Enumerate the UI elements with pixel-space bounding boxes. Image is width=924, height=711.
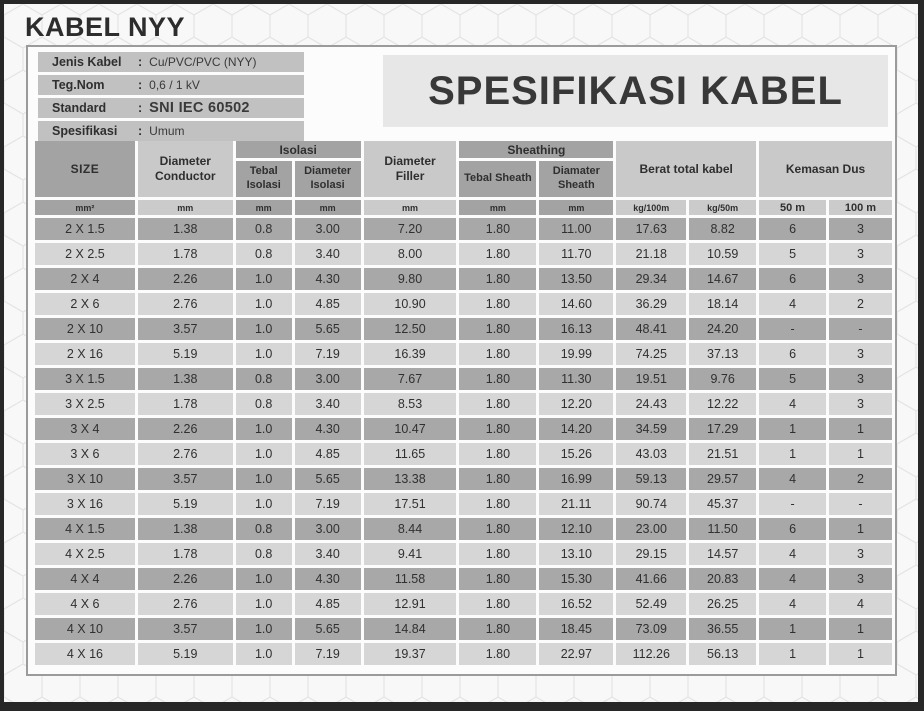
data-cell: 9.80	[364, 268, 457, 290]
data-cell: 14.84	[364, 618, 457, 640]
data-cell: 3 X 2.5	[35, 393, 135, 415]
data-cell: 17.63	[616, 218, 686, 240]
data-cell: 4	[759, 543, 826, 565]
data-cell: 5.19	[138, 343, 233, 365]
data-cell: 17.51	[364, 493, 457, 515]
data-cell: 1.0	[236, 568, 292, 590]
data-cell: 29.34	[616, 268, 686, 290]
data-cell: 2.26	[138, 568, 233, 590]
specification-table	[32, 138, 895, 668]
data-cell: 2.26	[138, 268, 233, 290]
data-cell: 12.91	[364, 593, 457, 615]
data-cell: -	[759, 318, 826, 340]
data-cell: 7.67	[364, 368, 457, 390]
data-cell: 23.00	[616, 518, 686, 540]
data-cell: 16.13	[539, 318, 613, 340]
data-cell: 4 X 2.5	[35, 543, 135, 565]
table-row	[35, 543, 892, 565]
table-row	[35, 618, 892, 640]
unit-cell: mm	[138, 200, 233, 215]
data-cell: 73.09	[616, 618, 686, 640]
data-cell: 19.37	[364, 643, 457, 665]
data-cell: 1.80	[459, 293, 536, 315]
table-row	[35, 218, 892, 240]
data-cell: 21.51	[689, 443, 756, 465]
info-row-standard	[38, 98, 304, 118]
data-cell: 1	[759, 643, 826, 665]
data-cell: 11.00	[539, 218, 613, 240]
header-group-row	[35, 141, 892, 158]
info-value: Cu/PVC/PVC (NYY)	[149, 55, 257, 69]
data-cell: 1.0	[236, 443, 292, 465]
data-cell: 1.38	[138, 218, 233, 240]
data-cell: 59.13	[616, 468, 686, 490]
data-cell: 43.03	[616, 443, 686, 465]
data-cell: 18.45	[539, 618, 613, 640]
data-cell: -	[829, 493, 892, 515]
table-row	[35, 518, 892, 540]
data-cell: 9.41	[364, 543, 457, 565]
table-row	[35, 568, 892, 590]
page-title: KABEL NYY	[25, 12, 186, 42]
data-cell: 1.80	[459, 543, 536, 565]
data-cell: 2.76	[138, 443, 233, 465]
data-cell: 48.41	[616, 318, 686, 340]
unit-cell: mm²	[35, 200, 135, 215]
data-cell: 16.39	[364, 343, 457, 365]
data-cell: 1.80	[459, 268, 536, 290]
header-diamater-sheath: Diamater Sheath	[539, 161, 613, 197]
data-cell: 16.52	[539, 593, 613, 615]
data-cell: 14.60	[539, 293, 613, 315]
spec-title: SPESIFIKASI KABEL	[428, 68, 843, 113]
data-cell: 6	[759, 268, 826, 290]
data-cell: 1.0	[236, 618, 292, 640]
data-cell: 1.38	[138, 368, 233, 390]
data-cell: 8.82	[689, 218, 756, 240]
data-cell: 13.50	[539, 268, 613, 290]
data-cell: 1.78	[138, 243, 233, 265]
data-cell: 4.30	[295, 418, 361, 440]
info-label: Spesifikasi	[52, 124, 118, 138]
data-cell: 8.00	[364, 243, 457, 265]
table-row	[35, 643, 892, 665]
data-cell: 0.8	[236, 393, 292, 415]
data-cell: 1.0	[236, 643, 292, 665]
data-cell: 3.57	[138, 468, 233, 490]
info-value: Umum	[149, 124, 185, 138]
data-cell: 12.20	[539, 393, 613, 415]
table-row	[35, 468, 892, 490]
data-cell: 14.20	[539, 418, 613, 440]
data-cell: 2 X 10	[35, 318, 135, 340]
header-tebal-isolasi: Tebal Isolasi	[236, 161, 292, 197]
data-cell: 6	[759, 518, 826, 540]
data-cell: 11.65	[364, 443, 457, 465]
data-cell: 3	[829, 568, 892, 590]
table-row	[35, 493, 892, 515]
data-cell: 2	[829, 293, 892, 315]
data-cell: 12.22	[689, 393, 756, 415]
data-cell: 3 X 16	[35, 493, 135, 515]
data-cell: 1.80	[459, 593, 536, 615]
data-cell: 2.76	[138, 593, 233, 615]
sheet-inner	[4, 4, 918, 702]
data-cell: 4	[759, 468, 826, 490]
data-cell: 15.26	[539, 443, 613, 465]
data-cell: 1.80	[459, 443, 536, 465]
data-cell: 52.49	[616, 593, 686, 615]
data-cell: 4 X 10	[35, 618, 135, 640]
data-cell: 0.8	[236, 218, 292, 240]
data-cell: 4.85	[295, 293, 361, 315]
data-cell: 3.57	[138, 618, 233, 640]
data-cell: 3	[829, 243, 892, 265]
data-cell: 22.97	[539, 643, 613, 665]
data-cell: -	[829, 318, 892, 340]
table-row	[35, 368, 892, 390]
data-cell: 1	[829, 418, 892, 440]
data-cell: 1	[829, 518, 892, 540]
info-label: Teg.Nom	[52, 78, 105, 92]
data-cell: 13.10	[539, 543, 613, 565]
data-cell: 5.65	[295, 618, 361, 640]
table-row	[35, 393, 892, 415]
unit-cell: mm	[539, 200, 613, 215]
header-diameter-filler: Diameter Filler	[364, 141, 457, 197]
data-cell: 2.76	[138, 293, 233, 315]
data-cell: 4.85	[295, 443, 361, 465]
data-cell: 4	[759, 593, 826, 615]
data-cell: 1.0	[236, 418, 292, 440]
table-row	[35, 343, 892, 365]
data-cell: 1	[759, 418, 826, 440]
data-cell: 7.19	[295, 343, 361, 365]
data-cell: 3	[829, 343, 892, 365]
data-cell: 1.80	[459, 343, 536, 365]
data-cell: 3 X 6	[35, 443, 135, 465]
data-cell: 29.15	[616, 543, 686, 565]
data-cell: 5	[759, 243, 826, 265]
data-cell: 1.80	[459, 368, 536, 390]
data-cell: 3.00	[295, 518, 361, 540]
data-cell: 5.65	[295, 318, 361, 340]
data-cell: 3.40	[295, 243, 361, 265]
table-row	[35, 243, 892, 265]
data-cell: 112.26	[616, 643, 686, 665]
data-cell: 1.80	[459, 393, 536, 415]
table-row	[35, 268, 892, 290]
header-kemasan-dus: Kemasan Dus	[759, 141, 892, 197]
data-cell: 3.40	[295, 393, 361, 415]
data-cell: 12.10	[539, 518, 613, 540]
unit-cell: mm	[236, 200, 292, 215]
data-cell: 14.57	[689, 543, 756, 565]
data-cell: 10.47	[364, 418, 457, 440]
info-row-teg-nom	[38, 75, 304, 95]
data-cell: 2.26	[138, 418, 233, 440]
data-cell: 3.40	[295, 543, 361, 565]
spec-panel	[26, 45, 897, 676]
info-value: SNI IEC 60502	[149, 100, 250, 116]
data-cell: 3	[829, 218, 892, 240]
info-label: Jenis Kabel	[52, 55, 122, 69]
data-cell: 3.00	[295, 218, 361, 240]
data-cell: 56.13	[689, 643, 756, 665]
data-cell: 6	[759, 218, 826, 240]
data-cell: 4	[759, 293, 826, 315]
data-cell: 3	[829, 368, 892, 390]
data-cell: 1	[829, 643, 892, 665]
unit-cell: mm	[295, 200, 361, 215]
table-row	[35, 593, 892, 615]
unit-cell: 100 m	[829, 200, 892, 215]
data-cell: 1.80	[459, 518, 536, 540]
data-cell: 17.29	[689, 418, 756, 440]
header-diameter-conductor: Diameter Conductor	[138, 141, 233, 197]
data-cell: 12.50	[364, 318, 457, 340]
data-cell: 1.0	[236, 493, 292, 515]
data-cell: 3 X 10	[35, 468, 135, 490]
data-cell: 5	[759, 368, 826, 390]
data-cell: 1.0	[236, 293, 292, 315]
info-separator: :	[138, 78, 143, 92]
data-cell: -	[759, 493, 826, 515]
info-value: 0,6 / 1 kV	[149, 78, 200, 92]
data-cell: 8.53	[364, 393, 457, 415]
data-cell: 3 X 4	[35, 418, 135, 440]
data-cell: 4 X 1.5	[35, 518, 135, 540]
data-cell: 1.80	[459, 568, 536, 590]
data-cell: 26.25	[689, 593, 756, 615]
data-cell: 6	[759, 343, 826, 365]
data-cell: 7.20	[364, 218, 457, 240]
data-cell: 1.80	[459, 243, 536, 265]
data-cell: 24.43	[616, 393, 686, 415]
data-cell: 19.99	[539, 343, 613, 365]
data-cell: 1.0	[236, 593, 292, 615]
data-cell: 3.00	[295, 368, 361, 390]
data-cell: 2	[829, 468, 892, 490]
data-cell: 11.70	[539, 243, 613, 265]
data-cell: 8.44	[364, 518, 457, 540]
table-row	[35, 293, 892, 315]
data-cell: 11.58	[364, 568, 457, 590]
data-cell: 9.76	[689, 368, 756, 390]
data-cell: 37.13	[689, 343, 756, 365]
data-cell: 1.38	[138, 518, 233, 540]
unit-cell: mm	[364, 200, 457, 215]
data-cell: 18.14	[689, 293, 756, 315]
data-cell: 4	[759, 568, 826, 590]
data-cell: 29.57	[689, 468, 756, 490]
table-header	[35, 141, 892, 215]
data-cell: 2 X 6	[35, 293, 135, 315]
info-separator: :	[138, 101, 143, 115]
data-cell: 5.65	[295, 468, 361, 490]
data-cell: 2 X 16	[35, 343, 135, 365]
data-cell: 4	[759, 393, 826, 415]
info-box	[38, 52, 304, 144]
data-cell: 1	[829, 443, 892, 465]
data-cell: 0.8	[236, 243, 292, 265]
data-cell: 0.8	[236, 368, 292, 390]
info-separator: :	[138, 55, 143, 69]
data-cell: 41.66	[616, 568, 686, 590]
data-cell: 11.50	[689, 518, 756, 540]
data-cell: 1.80	[459, 318, 536, 340]
data-cell: 15.30	[539, 568, 613, 590]
unit-cell: mm	[459, 200, 536, 215]
data-cell: 20.83	[689, 568, 756, 590]
data-cell: 0.8	[236, 518, 292, 540]
data-cell: 7.19	[295, 493, 361, 515]
spec-title-box	[383, 55, 888, 127]
data-cell: 1.80	[459, 493, 536, 515]
data-cell: 1.0	[236, 343, 292, 365]
table-row	[35, 318, 892, 340]
data-cell: 1.80	[459, 643, 536, 665]
header-size: SIZE	[35, 141, 135, 197]
data-cell: 4.30	[295, 268, 361, 290]
data-cell: 7.19	[295, 643, 361, 665]
data-cell: 36.55	[689, 618, 756, 640]
data-cell: 3	[829, 268, 892, 290]
unit-cell: kg/50m	[689, 200, 756, 215]
data-cell: 1.0	[236, 468, 292, 490]
data-cell: 13.38	[364, 468, 457, 490]
header-tebal-sheath: Tebal Sheath	[459, 161, 536, 197]
data-cell: 1.80	[459, 418, 536, 440]
data-cell: 1.78	[138, 543, 233, 565]
data-cell: 2 X 2.5	[35, 243, 135, 265]
table-body	[35, 218, 892, 665]
header-sheathing-group: Sheathing	[459, 141, 613, 158]
data-cell: 19.51	[616, 368, 686, 390]
data-cell: 3 X 1.5	[35, 368, 135, 390]
data-cell: 1	[759, 618, 826, 640]
data-cell: 90.74	[616, 493, 686, 515]
header-diameter-isolasi: Diameter Isolasi	[295, 161, 361, 197]
data-cell: 45.37	[689, 493, 756, 515]
data-cell: 5.19	[138, 493, 233, 515]
info-row-jenis-kabel	[38, 52, 304, 72]
data-cell: 24.20	[689, 318, 756, 340]
unit-cell: kg/100m	[616, 200, 686, 215]
data-cell: 1	[829, 618, 892, 640]
table-row	[35, 443, 892, 465]
data-cell: 10.59	[689, 243, 756, 265]
table-row	[35, 418, 892, 440]
data-cell: 21.11	[539, 493, 613, 515]
data-cell: 10.90	[364, 293, 457, 315]
data-cell: 4 X 4	[35, 568, 135, 590]
data-cell: 3	[829, 393, 892, 415]
data-cell: 36.29	[616, 293, 686, 315]
data-cell: 1.80	[459, 468, 536, 490]
data-cell: 14.67	[689, 268, 756, 290]
data-cell: 2 X 1.5	[35, 218, 135, 240]
data-cell: 3.57	[138, 318, 233, 340]
units-row	[35, 200, 892, 215]
header-berat-total: Berat total kabel	[616, 141, 756, 197]
data-cell: 4	[829, 593, 892, 615]
data-cell: 4 X 16	[35, 643, 135, 665]
info-separator: :	[138, 124, 143, 138]
data-cell: 1	[759, 443, 826, 465]
data-cell: 2 X 4	[35, 268, 135, 290]
data-cell: 5.19	[138, 643, 233, 665]
data-cell: 34.59	[616, 418, 686, 440]
data-cell: 4.30	[295, 568, 361, 590]
unit-cell: 50 m	[759, 200, 826, 215]
data-cell: 74.25	[616, 343, 686, 365]
data-cell: 0.8	[236, 543, 292, 565]
data-cell: 3	[829, 543, 892, 565]
header-isolasi-group: Isolasi	[236, 141, 361, 158]
data-cell: 16.99	[539, 468, 613, 490]
data-cell: 4.85	[295, 593, 361, 615]
data-cell: 1.78	[138, 393, 233, 415]
data-cell: 1.80	[459, 618, 536, 640]
data-cell: 11.30	[539, 368, 613, 390]
data-cell: 1.0	[236, 268, 292, 290]
data-cell: 4 X 6	[35, 593, 135, 615]
data-cell: 1.0	[236, 318, 292, 340]
info-label: Standard	[52, 101, 107, 115]
data-cell: 21.18	[616, 243, 686, 265]
data-cell: 1.80	[459, 218, 536, 240]
